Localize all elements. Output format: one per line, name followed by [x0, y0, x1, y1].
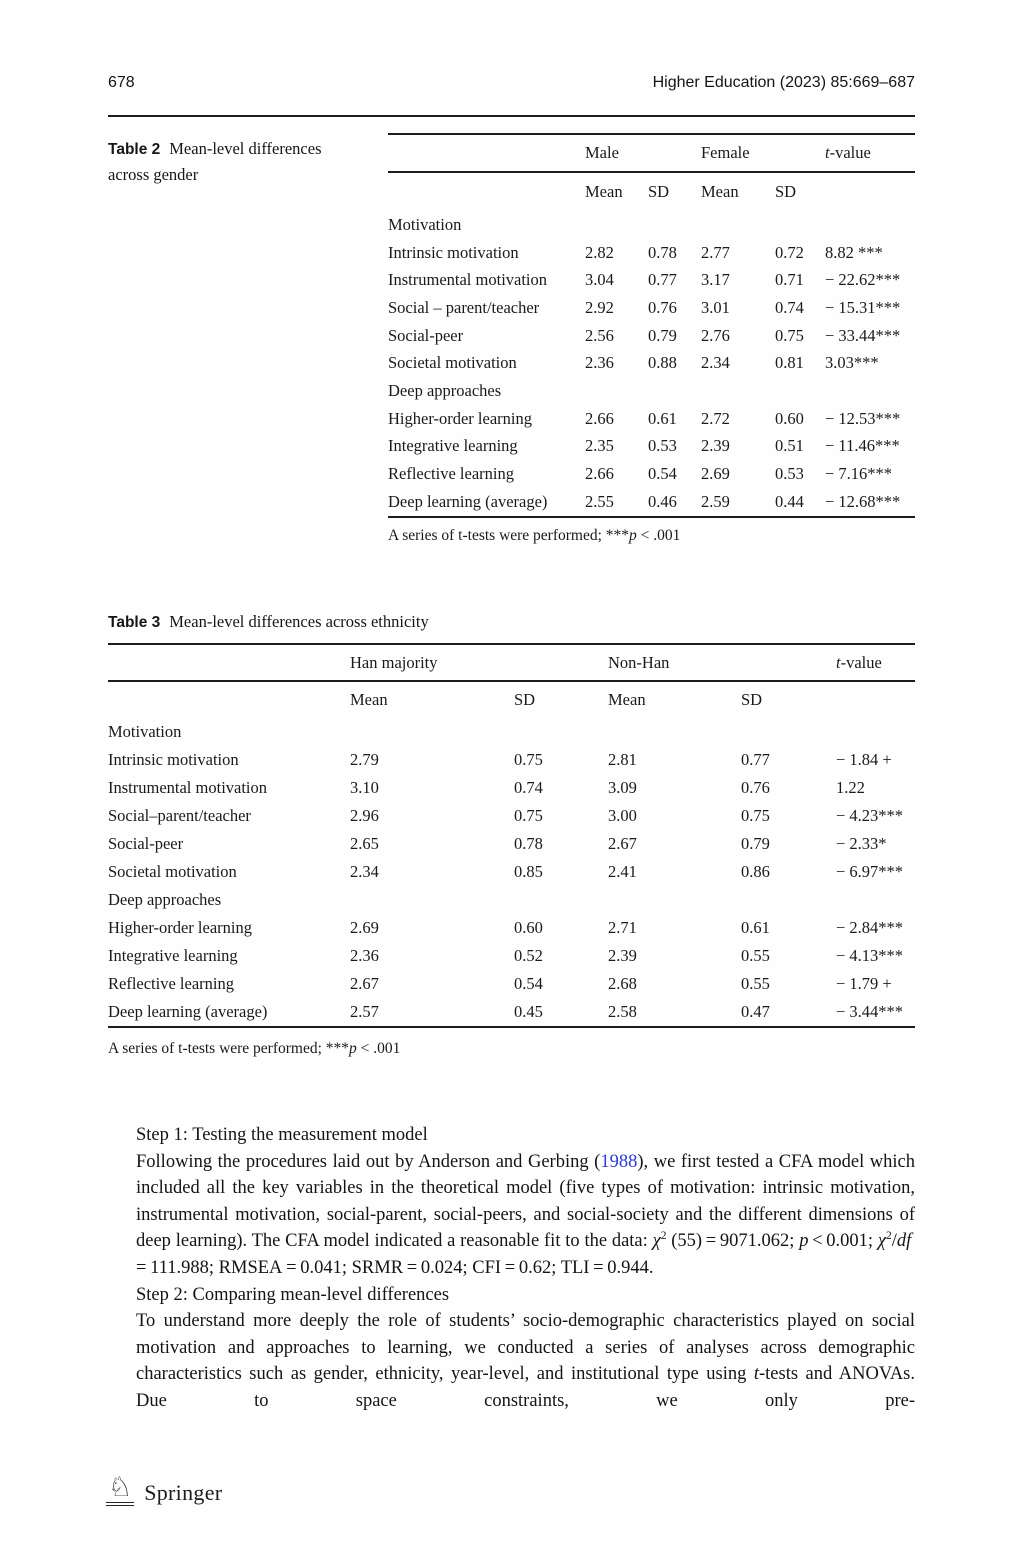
- table3-subheader-mean2: Mean: [608, 690, 646, 709]
- table3-group-header: [108, 643, 915, 682]
- row-label: Intrinsic motivation: [388, 242, 519, 262]
- table3-group-nonhan: Non-Han: [608, 652, 670, 672]
- cell-value: 0.81: [775, 353, 804, 373]
- table2-caption-text: Mean-level differences across gender: [108, 139, 322, 184]
- cell-value: 0.77: [741, 750, 770, 769]
- table-row: [388, 322, 915, 350]
- table-row: [388, 460, 915, 488]
- cell-tvalue: − 12.53***: [825, 408, 901, 428]
- cell-value: 2.65: [350, 834, 379, 853]
- cell-value: 3.09: [608, 778, 637, 797]
- cell-value: 3.17: [701, 270, 730, 290]
- cell-value: 0.52: [514, 946, 543, 965]
- step1-heading: Step 1: Testing the measurement model: [136, 1125, 428, 1145]
- cell-value: 2.77: [701, 242, 730, 262]
- cell-value: 0.78: [648, 242, 677, 262]
- citation-link[interactable]: 1988: [600, 1151, 638, 1172]
- cell-value: 3.10: [350, 778, 379, 797]
- table2: [388, 133, 915, 518]
- cell-value: 0.44: [775, 491, 804, 511]
- cell-value: 0.45: [514, 1002, 543, 1021]
- table2-rows: [388, 211, 915, 518]
- cell-value: 0.76: [741, 778, 770, 797]
- row-label: Deep learning (average): [388, 491, 548, 511]
- cell-tvalue: 8.82 ***: [825, 242, 883, 262]
- row-label: Reflective learning: [108, 974, 234, 993]
- cell-value: 0.54: [514, 974, 543, 993]
- cell-value: 3.01: [701, 297, 730, 317]
- cell-value: 0.85: [514, 862, 543, 881]
- cell-value: 0.60: [514, 918, 543, 937]
- row-label: Social-peer: [388, 325, 464, 345]
- cell-value: 0.77: [648, 270, 677, 290]
- body-text: [136, 1122, 915, 1415]
- cell-tvalue: − 1.79 +: [836, 974, 892, 993]
- page-header: [108, 74, 915, 92]
- table3-tvalue-header: t-value: [836, 652, 882, 672]
- table-row: [388, 488, 915, 516]
- table2-subheader-sd2: SD: [775, 182, 797, 201]
- row-label: Integrative learning: [108, 946, 238, 965]
- table-row: [108, 942, 915, 970]
- cell-value: 2.34: [701, 353, 730, 373]
- cell-tvalue: − 7.16***: [825, 464, 893, 484]
- cell-tvalue: − 15.31***: [825, 297, 901, 317]
- paragraph-step1: Following the procedures laid out by Anderson and Gerbing (1988), we first tested a CFA model which included all the key variables in the theoretical model (five types of motivation: intrinsic motivation, instrumental motivation, social-parent, social-peers, and social-society and the different dimensions of deep learning). The CFA model indicated a reasonable fit to the data: $\chi^2$ (55) = 9071.062; p < 0.001; $\chi^2/df = 111.988$; RMSEA = 0.041; SRMR = 0.024; CFI = 0.62; TLI = 0.944.: [136, 1151, 916, 1278]
- cell-value: 2.96: [350, 806, 379, 825]
- row-label: Higher-order learning: [108, 918, 252, 937]
- cell-value: 2.76: [701, 325, 730, 345]
- cell-value: 2.92: [585, 297, 614, 317]
- table2-caption-label: Table 2: [108, 141, 161, 158]
- cell-value: 0.88: [648, 353, 677, 373]
- row-section-label: Deep approaches: [388, 380, 502, 400]
- cell-value: 2.82: [585, 242, 614, 262]
- table-row: [108, 858, 915, 886]
- cell-value: 2.36: [350, 946, 379, 965]
- cell-tvalue: 3.03***: [825, 353, 879, 373]
- table3-subheader: [108, 682, 915, 718]
- header-rule: [108, 115, 915, 117]
- row-label: Instrumental motivation: [388, 270, 548, 290]
- cell-value: 2.69: [350, 918, 379, 937]
- row-label: Social–parent/teacher: [108, 806, 251, 825]
- row-label: Reflective learning: [388, 464, 514, 484]
- cell-tvalue: − 22.62***: [825, 270, 901, 290]
- table-row: [108, 802, 915, 830]
- cell-value: 0.79: [741, 834, 770, 853]
- cell-value: 2.67: [608, 834, 637, 853]
- cell-value: 0.74: [775, 297, 804, 317]
- cell-value: 2.57: [350, 1002, 379, 1021]
- cell-value: 0.55: [741, 974, 770, 993]
- cell-value: 2.34: [350, 862, 379, 881]
- cell-value: 2.58: [608, 1002, 637, 1021]
- cell-value: 2.71: [608, 918, 637, 937]
- cell-value: 0.78: [514, 834, 543, 853]
- row-label: Social-peer: [108, 834, 184, 853]
- table2-subheader-sd1: SD: [648, 182, 670, 201]
- table-row: [108, 886, 915, 914]
- table-row: [388, 294, 915, 322]
- cell-value: 0.74: [514, 778, 543, 797]
- table3: [108, 643, 915, 1028]
- cell-value: 0.76: [648, 297, 677, 317]
- table3-caption-text: Mean-level differences across ethnicity: [169, 612, 429, 631]
- cell-value: 2.66: [585, 464, 614, 484]
- cell-value: 0.53: [648, 436, 677, 456]
- table-row: [388, 239, 915, 267]
- cell-tvalue: − 12.68***: [825, 491, 901, 511]
- table-row: [108, 914, 915, 942]
- cell-tvalue: 1.22: [836, 778, 865, 797]
- row-label: Social – parent/teacher: [388, 297, 540, 317]
- cell-value: 0.55: [741, 946, 770, 965]
- table-row: [388, 405, 915, 433]
- table-row: [108, 746, 915, 774]
- step2-heading: Step 2: Comparing mean-level differences: [136, 1284, 450, 1305]
- cell-value: 0.46: [648, 491, 677, 511]
- cell-value: 2.56: [585, 325, 614, 345]
- cell-value: 2.68: [608, 974, 637, 993]
- cell-value: 0.61: [741, 918, 770, 937]
- table-row: [388, 377, 915, 405]
- table3-rows: [108, 718, 915, 1028]
- cell-tvalue: − 6.97***: [836, 862, 904, 881]
- row-label: Higher-order learning: [388, 408, 532, 428]
- cell-tvalue: − 2.84***: [836, 918, 904, 937]
- cell-value: 0.72: [775, 242, 804, 262]
- cell-value: 2.35: [585, 436, 614, 456]
- cell-value: 0.79: [648, 325, 677, 345]
- table3-group-han: Han majority: [350, 652, 438, 672]
- cell-value: 3.04: [585, 270, 614, 290]
- table2-footnote: A series of t-tests were performed; ***p < .001: [388, 527, 681, 544]
- paragraph-step2: To understand more deeply the role of students’ socio-demographic characteristics played on social motivation and approaches to learning, we conducted a series of analyses across demographic characteristics such as gender, ethnicity, year-level, and institutional type using t-tests and ANOVAs. Due to space constraints, we only pre-: [136, 1311, 916, 1411]
- table-row: [108, 774, 915, 802]
- table3-caption-label: Table 3: [108, 614, 161, 631]
- table-row: [388, 266, 915, 294]
- table-row: [388, 211, 915, 239]
- table3-subheader-mean1: Mean: [350, 690, 388, 709]
- cell-tvalue: − 2.33*: [836, 834, 887, 853]
- cell-value: 0.75: [775, 325, 804, 345]
- cell-value: 2.41: [608, 862, 637, 881]
- cell-value: 3.00: [608, 806, 637, 825]
- table3-subheader-sd2: SD: [741, 690, 763, 709]
- table2-caption: [108, 136, 364, 187]
- table2-subheader-mean2: Mean: [701, 182, 739, 201]
- cell-value: 0.54: [648, 464, 677, 484]
- row-label: Societal motivation: [388, 353, 517, 373]
- cell-value: 2.39: [701, 436, 730, 456]
- cell-value: 2.81: [608, 750, 637, 769]
- cell-value: 0.71: [775, 270, 804, 290]
- springer-knight-icon: ♘: [106, 1474, 134, 1506]
- row-label: Integrative learning: [388, 436, 518, 456]
- table2-subheader: [388, 173, 915, 211]
- row-label: Societal motivation: [108, 862, 237, 881]
- publisher-name: Springer: [144, 1480, 223, 1505]
- cell-value: 0.75: [741, 806, 770, 825]
- cell-value: 0.75: [514, 806, 543, 825]
- table2-group-header: [388, 133, 915, 173]
- cell-value: 2.69: [701, 464, 730, 484]
- cell-tvalue: − 11.46***: [825, 436, 900, 456]
- row-section-label: Deep approaches: [108, 890, 222, 909]
- cell-tvalue: − 1.84 +: [836, 750, 892, 769]
- table-row: [108, 970, 915, 998]
- cell-value: 2.55: [585, 491, 614, 511]
- cell-value: 0.51: [775, 436, 804, 456]
- table2-subheader-mean1: Mean: [585, 182, 623, 201]
- cell-value: 2.79: [350, 750, 379, 769]
- table2-tvalue-header: t-value: [825, 143, 871, 162]
- table-row: [108, 998, 915, 1026]
- table-row: [108, 718, 915, 746]
- cell-tvalue: − 4.23***: [836, 806, 904, 825]
- cell-tvalue: − 3.44***: [836, 1002, 904, 1021]
- row-label: Deep learning (average): [108, 1002, 268, 1021]
- cell-tvalue: − 33.44***: [825, 325, 901, 345]
- journal-title: Higher Education (2023) 85:669–687: [652, 74, 915, 91]
- table-row: [108, 830, 915, 858]
- cell-value: 2.67: [350, 974, 379, 993]
- cell-tvalue: − 4.13***: [836, 946, 904, 965]
- row-section-label: Motivation: [388, 214, 462, 234]
- cell-value: 0.86: [741, 862, 770, 881]
- cell-value: 0.75: [514, 750, 543, 769]
- cell-value: 2.72: [701, 408, 730, 428]
- cell-value: 2.36: [585, 353, 614, 373]
- cell-value: 0.47: [741, 1002, 770, 1021]
- table3-subheader-sd1: SD: [514, 690, 536, 709]
- row-section-label: Motivation: [108, 722, 182, 741]
- cell-value: 0.61: [648, 408, 677, 428]
- publisher-logo: [106, 1474, 222, 1506]
- row-label: Intrinsic motivation: [108, 750, 239, 769]
- table3-caption: [108, 612, 915, 632]
- table-row: [388, 349, 915, 377]
- table3-footnote: A series of t-tests were performed; ***p < .001: [108, 1040, 401, 1057]
- cell-value: 0.53: [775, 464, 804, 484]
- table-row: [388, 433, 915, 461]
- cell-value: 2.59: [701, 491, 730, 511]
- cell-value: 2.66: [585, 408, 614, 428]
- table2-group-female: Female: [701, 143, 750, 162]
- cell-value: 2.39: [608, 946, 637, 965]
- cell-value: 0.60: [775, 408, 804, 428]
- page-number: 678: [108, 74, 135, 91]
- table2-group-male: Male: [585, 143, 619, 162]
- row-label: Instrumental motivation: [108, 778, 268, 797]
